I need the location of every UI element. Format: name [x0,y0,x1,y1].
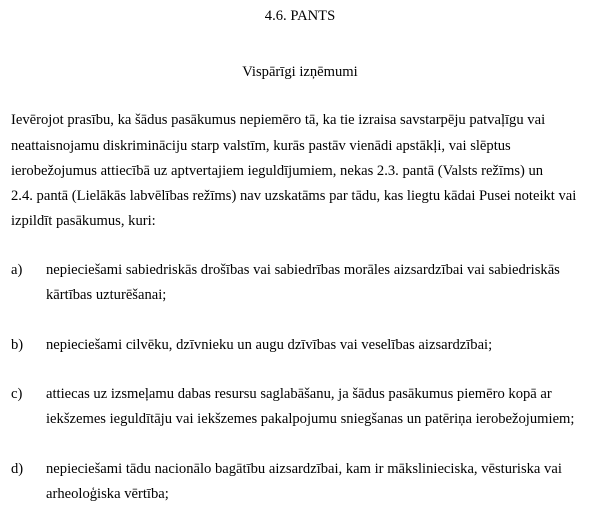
item-label-a: a) [11,262,23,278]
item-c-line: iekšzemes ieguldītāju vai iekšzemes pakalpojumu sniegšanas un patēriņa ierobežojumiem; [46,411,575,427]
intro-line: Ievērojot prasību, ka šādus pasākumus nepiemēro tā, ka tie izraisa savstarpēju patvaļīgu vai [11,112,546,128]
intro-line: neattaisnojamu diskrimināciju starp valstīm, kurās pastāv vienādi apstākļi, vai slēptus [11,138,511,154]
item-label-d: d) [11,461,24,477]
article-title: Vispārīgi izņēmumi [242,64,358,80]
item-d-line: arheoloģiska vērtība; [46,486,169,502]
item-label-c: c) [11,386,23,402]
intro-line: izpildīt pasākumus, kuri: [11,213,156,229]
article-number: 4.6. PANTS [264,8,336,24]
item-a-line: nepieciešami sabiedriskās drošības vai sabiedrības morāles aizsardzībai vai sabiedriskās [46,262,560,278]
item-a-line: kārtības uzturēšanai; [46,287,167,303]
intro-line: 2.4. pantā (Lielākās labvēlības režīms) nav uzskatāms par tādu, kas liegtu kādai Pusei noteikt vai [11,188,577,204]
intro-line: ierobežojumus attiecībā uz aptvertajiem ieguldījumiem, nekas 2.3. pantā (Valsts režīms) un [11,163,544,179]
item-d-line: nepieciešami tādu nacionālo bagātību aizsardzībai, kam ir mākslinieciska, vēsturiska vai [46,461,562,477]
item-b-line: nepieciešami cilvēku, dzīvnieku un augu dzīvības vai veselības aizsardzībai; [46,337,493,353]
item-label-b: b) [11,337,24,353]
item-c-line: attiecas uz izsmeļamu dabas resursu saglabāšanu, ja šādus pasākumus piemēro kopā ar [46,386,552,402]
